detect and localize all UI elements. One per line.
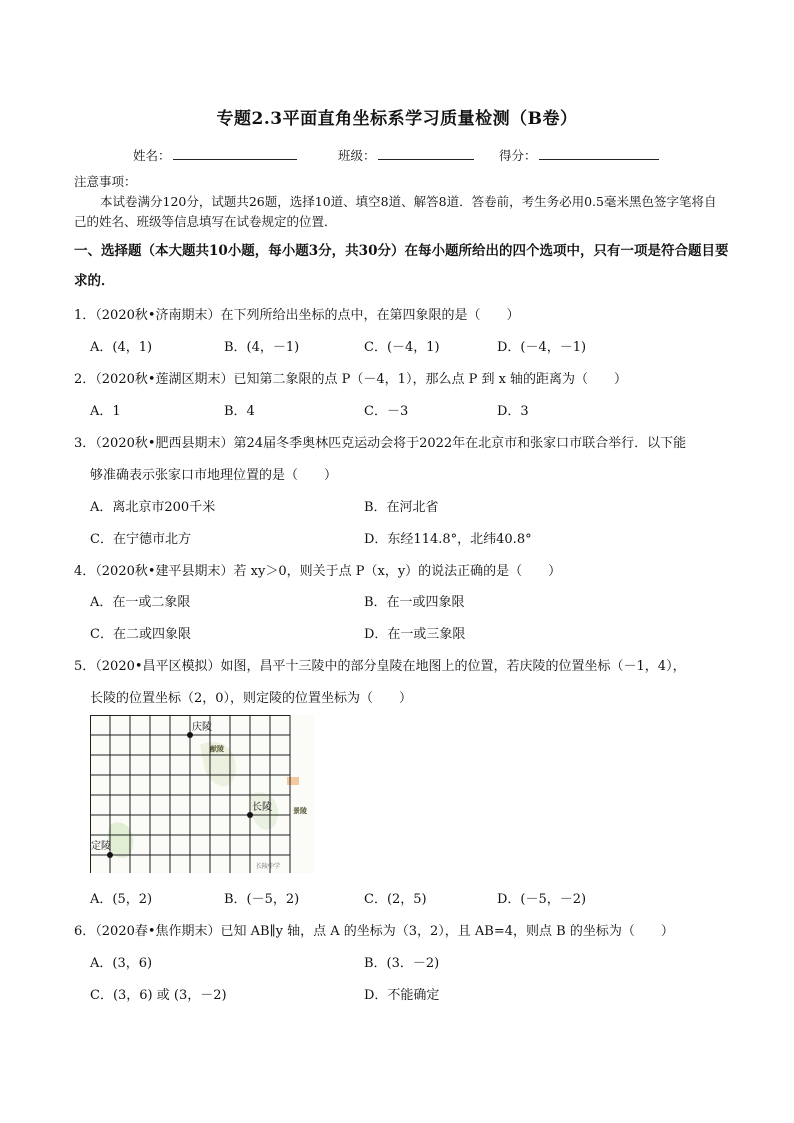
section-1-heading: 一、选择题（本大题共10小题，每小题3分，共30分）在每小题所给出的四个选项中，只有一项是符合题目要求的． (74, 243, 729, 289)
question-6-option-d[interactable]: D．不能确定 (364, 988, 440, 1003)
question-2-option-b[interactable]: B．4 (224, 404, 255, 419)
class-blank[interactable] (378, 147, 474, 160)
class-label: 班级： (338, 148, 376, 163)
name-blank[interactable] (173, 147, 297, 160)
road-label: 长陵中学 (256, 863, 281, 870)
question-5-option-d[interactable]: D．(－5，－2) (497, 892, 587, 907)
question-6-stem: 6．（2020春•焦作期末）已知 AB∥y 轴，点 A 的坐标为（3，2），且 AB=4，则点 B 的坐标为（ ） (74, 924, 674, 939)
question-2-option-c[interactable]: C．－3 (364, 404, 409, 419)
question-6-option-b[interactable]: B．(3．－2) (364, 956, 440, 971)
question-2-option-a[interactable]: A．1 (90, 404, 121, 419)
jingling-label: 景陵 (293, 807, 307, 815)
question-2-stem: 2．（2020秋•莲湖区期末）已知第二象限的点 P（－4，1），那么点 P 到 x 轴的距离为（ ） (74, 372, 628, 387)
changling-label: 长陵 (252, 802, 272, 813)
question-5-stem-line-1: 5．（2020•昌平区模拟）如图，昌平十三陵中的部分皇陵在地图上的位置，若庆陵的位置坐标（－1，4）， (74, 659, 686, 674)
name-label: 姓名： (133, 148, 171, 163)
name-field (133, 146, 297, 164)
question-3-stem-line-1: 3．（2020秋•肥西县期末）第24届冬季奥林匹克运动会将于2022年在北京市和张家口市联合举行．以下能 (74, 436, 687, 451)
question-2-option-d[interactable]: D．3 (497, 404, 529, 419)
question-1-option-d[interactable]: D．(－4，－1) (497, 340, 587, 355)
score-field (499, 146, 659, 164)
question-6-option-c[interactable]: C．(3，6) 或 (3，－2) (90, 988, 227, 1003)
page-title: 专题2.3平面直角坐标系学习质量检测（B卷） (216, 109, 578, 129)
map-marker (287, 777, 299, 785)
question-5-stem-line-2: 长陵的位置坐标（2，0），则定陵的位置坐标为（ ） (90, 691, 413, 706)
question-3-stem-line-2: 够准确表示张家口市地理位置的是（ ） (90, 468, 338, 483)
score-blank[interactable] (539, 147, 659, 160)
question-5-option-b[interactable]: B．(－5，2) (224, 892, 300, 907)
question-5-option-a[interactable]: A．(5，2) (90, 892, 153, 907)
map-grid-svg (90, 715, 314, 873)
qingling-label: 庆陵 (192, 722, 212, 733)
question-1-option-b[interactable]: B．(4，－1) (224, 340, 300, 355)
question-4-stem: 4．（2020秋•建平县期末）若 xy＞0，则关于点 P（x，y）的说法正确的是（ ） (74, 564, 562, 579)
question-6-option-a[interactable]: A．(3，6) (90, 956, 153, 971)
question-3-option-d[interactable]: D．东经114.8°，北纬40.8° (364, 532, 532, 547)
map-grid-figure (90, 715, 314, 873)
dingling-label: 定陵 (91, 841, 111, 852)
question-5-option-c[interactable]: C．(2，5) (364, 892, 427, 907)
dingling-point (107, 852, 113, 858)
score-label: 得分： (499, 148, 537, 163)
notice-body: 本试卷满分120分，试题共26题，选择10道、填空8道、解答8道．答卷前，考生务必用0.5毫米黑色签字笔将自己的姓名、班级等信息填写在试卷规定的位置． (74, 194, 717, 229)
question-1-option-c[interactable]: C．(－4，1) (364, 340, 440, 355)
question-3-option-b[interactable]: B．在河北省 (364, 500, 439, 515)
question-1-option-a[interactable]: A．(4，1) (90, 340, 153, 355)
class-field (338, 146, 474, 164)
question-4-option-a[interactable]: A．在一或二象限 (90, 595, 191, 610)
xianling-label: 献陵 (210, 745, 224, 753)
question-4-option-d[interactable]: D．在一或三象限 (364, 627, 466, 642)
question-4-option-c[interactable]: C．在二或四象限 (90, 627, 191, 642)
notice-heading: 注意事项： (74, 174, 137, 189)
question-4-option-b[interactable]: B．在一或四象限 (364, 595, 465, 610)
question-3-option-a[interactable]: A．离北京市200千米 (90, 500, 216, 515)
question-3-option-c[interactable]: C．在宁德市北方 (90, 532, 191, 547)
question-1-stem: 1．（2020秋•济南期末）在下列所给出坐标的点中，在第四象限的是（ ） (74, 308, 520, 323)
